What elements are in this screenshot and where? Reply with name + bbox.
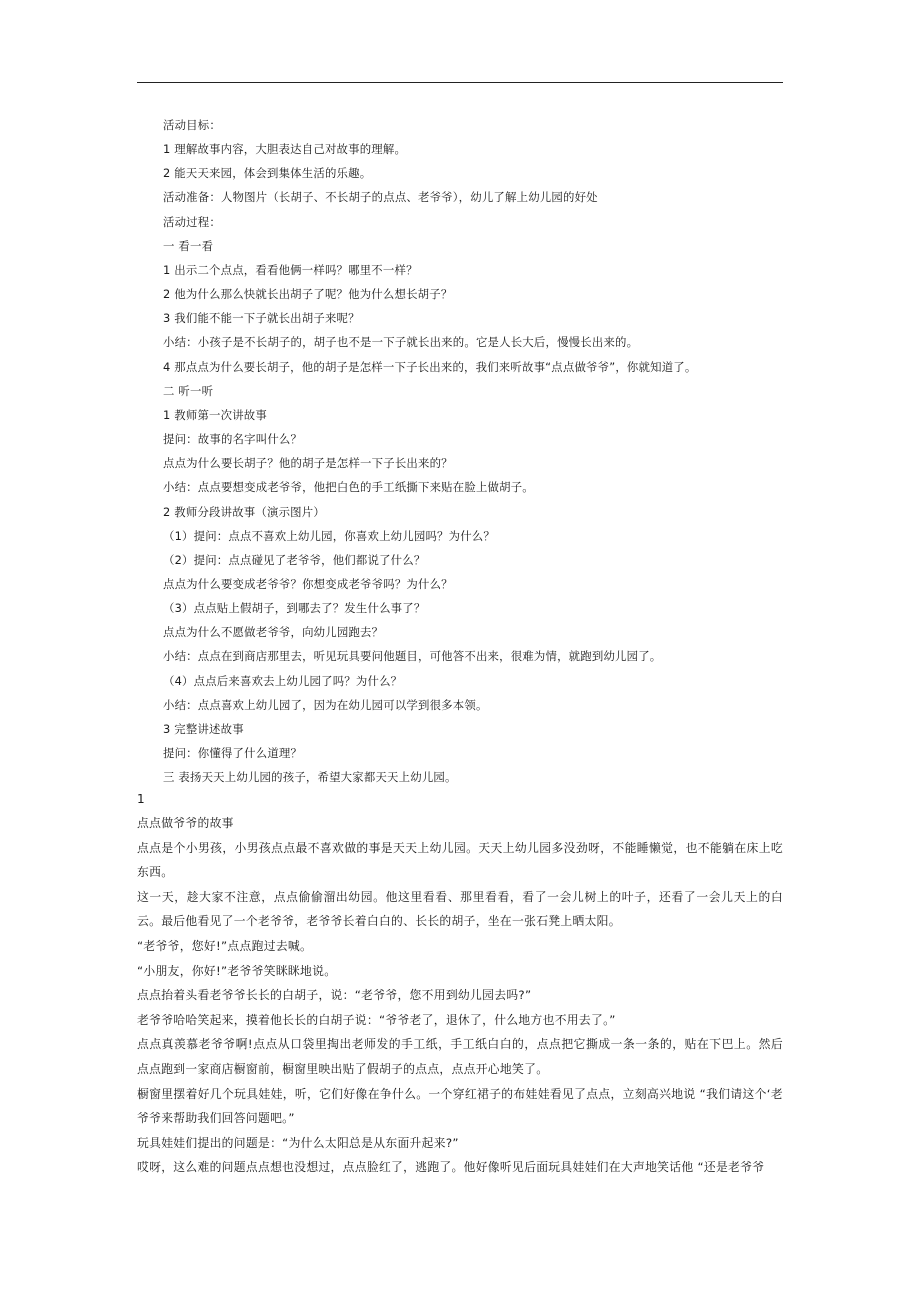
lesson-line: 活动过程： [163,214,221,229]
story-paragraph: 这一天，趁大家不注意，点点偷偷溜出幼园。他这里看看、那里看看，看了一会儿树上的叶子，还看了一会儿天上的白云。最后他看见了一个老爷爷，老爷爷长着白白的、长长的胡子，坐在一张石凳上晒太阳。 [137,889,783,929]
story-paragraph: 点点抬着头看老爷爷长长的白胡子，说：“老爷爷，您不用到幼儿园去吗?” [137,988,532,1003]
story-paragraph: 点点真羡慕老爷爷啊!点点从口袋里掏出老师发的手工纸，手工纸白白的，点点把它撕成一条一条的，贴在下巴上。然后点点跑到一家商店橱窗前，橱窗里映出贴了假胡子的点点，点点开心地笑了。 [137,1037,783,1076]
lesson-line: 二 听一听 [163,383,214,398]
lesson-plan [163,113,783,789]
lesson-line: 小结：点点在到商店那里去，听见玩具要问他题目，可他答不出来，很难为情，就跑到幼儿园了。 [163,649,662,664]
lesson-line: 点点为什么不愿做老爷爷，向幼儿园跑去？ [163,625,384,640]
lesson-line: 一 看一看 [163,238,214,253]
lesson-line: 三 表扬天天上幼儿园的孩子，希望大家都天天上幼儿园。 [163,770,457,785]
lesson-line: 活动准备：人物图片（长胡子、不长胡子的点点、老爷爷），幼儿了解上幼儿园的好处 [163,190,598,205]
lesson-line: 2 他为什么那么快就长出胡子了呢？他为什么想长胡子？ [163,287,453,302]
lesson-line: 提问：故事的名字叫什么？ [163,432,303,447]
lesson-line: 4 那点点为什么要长胡子，他的胡子是怎样一下子长出来的，我们来听故事“点点做爷爷”，你就知道了。 [163,359,697,374]
lesson-line: （3）点点贴上假胡子，到哪去了？发生什么事了？ [163,601,426,616]
lesson-line: （4）点点后来喜欢去上幼儿园了吗？为什么？ [163,673,403,688]
story-paragraph: “小朋友，你好!”老爷爷笑眯眯地说。 [137,963,337,978]
story-paragraph: 哎呀，这么难的问题点点想也没想过，点点脸红了，逃跑了。他好像听见后面玩具娃娃们在大声地笑话他 “还是老爷爷 [137,1160,765,1175]
story-paragraph: 老爷爷哈哈笑起来，摸着他长长的白胡子说：“爷爷老了，退休了，什么地方也不用去了。” [137,1012,616,1027]
story-paragraph: 点点是个小男孩，小男孩点点最不喜欢做的事是天天上幼儿园。天天上幼儿园多没劲呀，不能睡懒觉，也不能躺在床上吃东西。 [137,840,783,880]
lesson-line: 点点为什么要长胡子？他的胡子是怎样一下子长出来的？ [163,456,453,471]
lesson-line: 3 完整讲述故事 [163,721,244,736]
lesson-line: 活动目标： [163,118,221,132]
lesson-line: 3 我们能不能一下子就长出胡子来呢？ [163,311,360,326]
lesson-line: （2）提问：点点碰见了老爷爷，他们都说了什么？ [163,552,426,567]
lesson-line: 1 理解故事内容，大胆表达自己对故事的理解。 [163,142,407,157]
lesson-line: 小结：小孩子是不长胡子的，胡子也不是一下子就长出来的。它是人长大后，慢慢长出来的。 [163,335,639,350]
lesson-line: 1 教师第一次讲故事 [163,407,267,422]
lesson-line: 点点为什么要变成老爷爷？你想变成老爷爷吗？为什么？ [163,576,453,591]
story-title: 点点做爷爷的故事 [137,816,234,830]
lesson-line: 2 教师分段讲故事（演示图片） [163,504,325,519]
lesson-line: 提问：你懂得了什么道理？ [163,746,303,761]
lesson-line: （1）提问：点点不喜欢上幼儿园，你喜欢上幼儿园吗？为什么？ [163,528,495,543]
page-number: 1 [137,792,145,806]
lesson-line: 1 出示二个点点，看看他俩一样吗？哪里不一样？ [163,262,418,277]
story-paragraph: 玩具娃娃们提出的问题是：“为什么太阳总是从东面升起来?” [137,1135,459,1150]
story-paragraph: 橱窗里摆着好几个玩具娃娃，听，它们好像在争什么。一个穿红裙子的布娃娃看见了点点，立刻高兴地说 “我们请这个‘老爷爷来帮助我们回答问题吧。” [137,1086,783,1126]
story [137,811,783,1180]
story-paragraph: “老爷爷，您好!”点点跑过去喊。 [137,938,313,953]
header-rule [137,82,783,83]
lesson-line: 小结：点点喜欢上幼儿园了，因为在幼儿园可以学到很多本领。 [163,697,488,712]
lesson-line: 小结：点点要想变成老爷爷，他把白色的手工纸撕下来贴在脸上做胡子。 [163,480,534,495]
lesson-line: 2 能天天来园，体会到集体生活的乐趣。 [163,166,372,181]
